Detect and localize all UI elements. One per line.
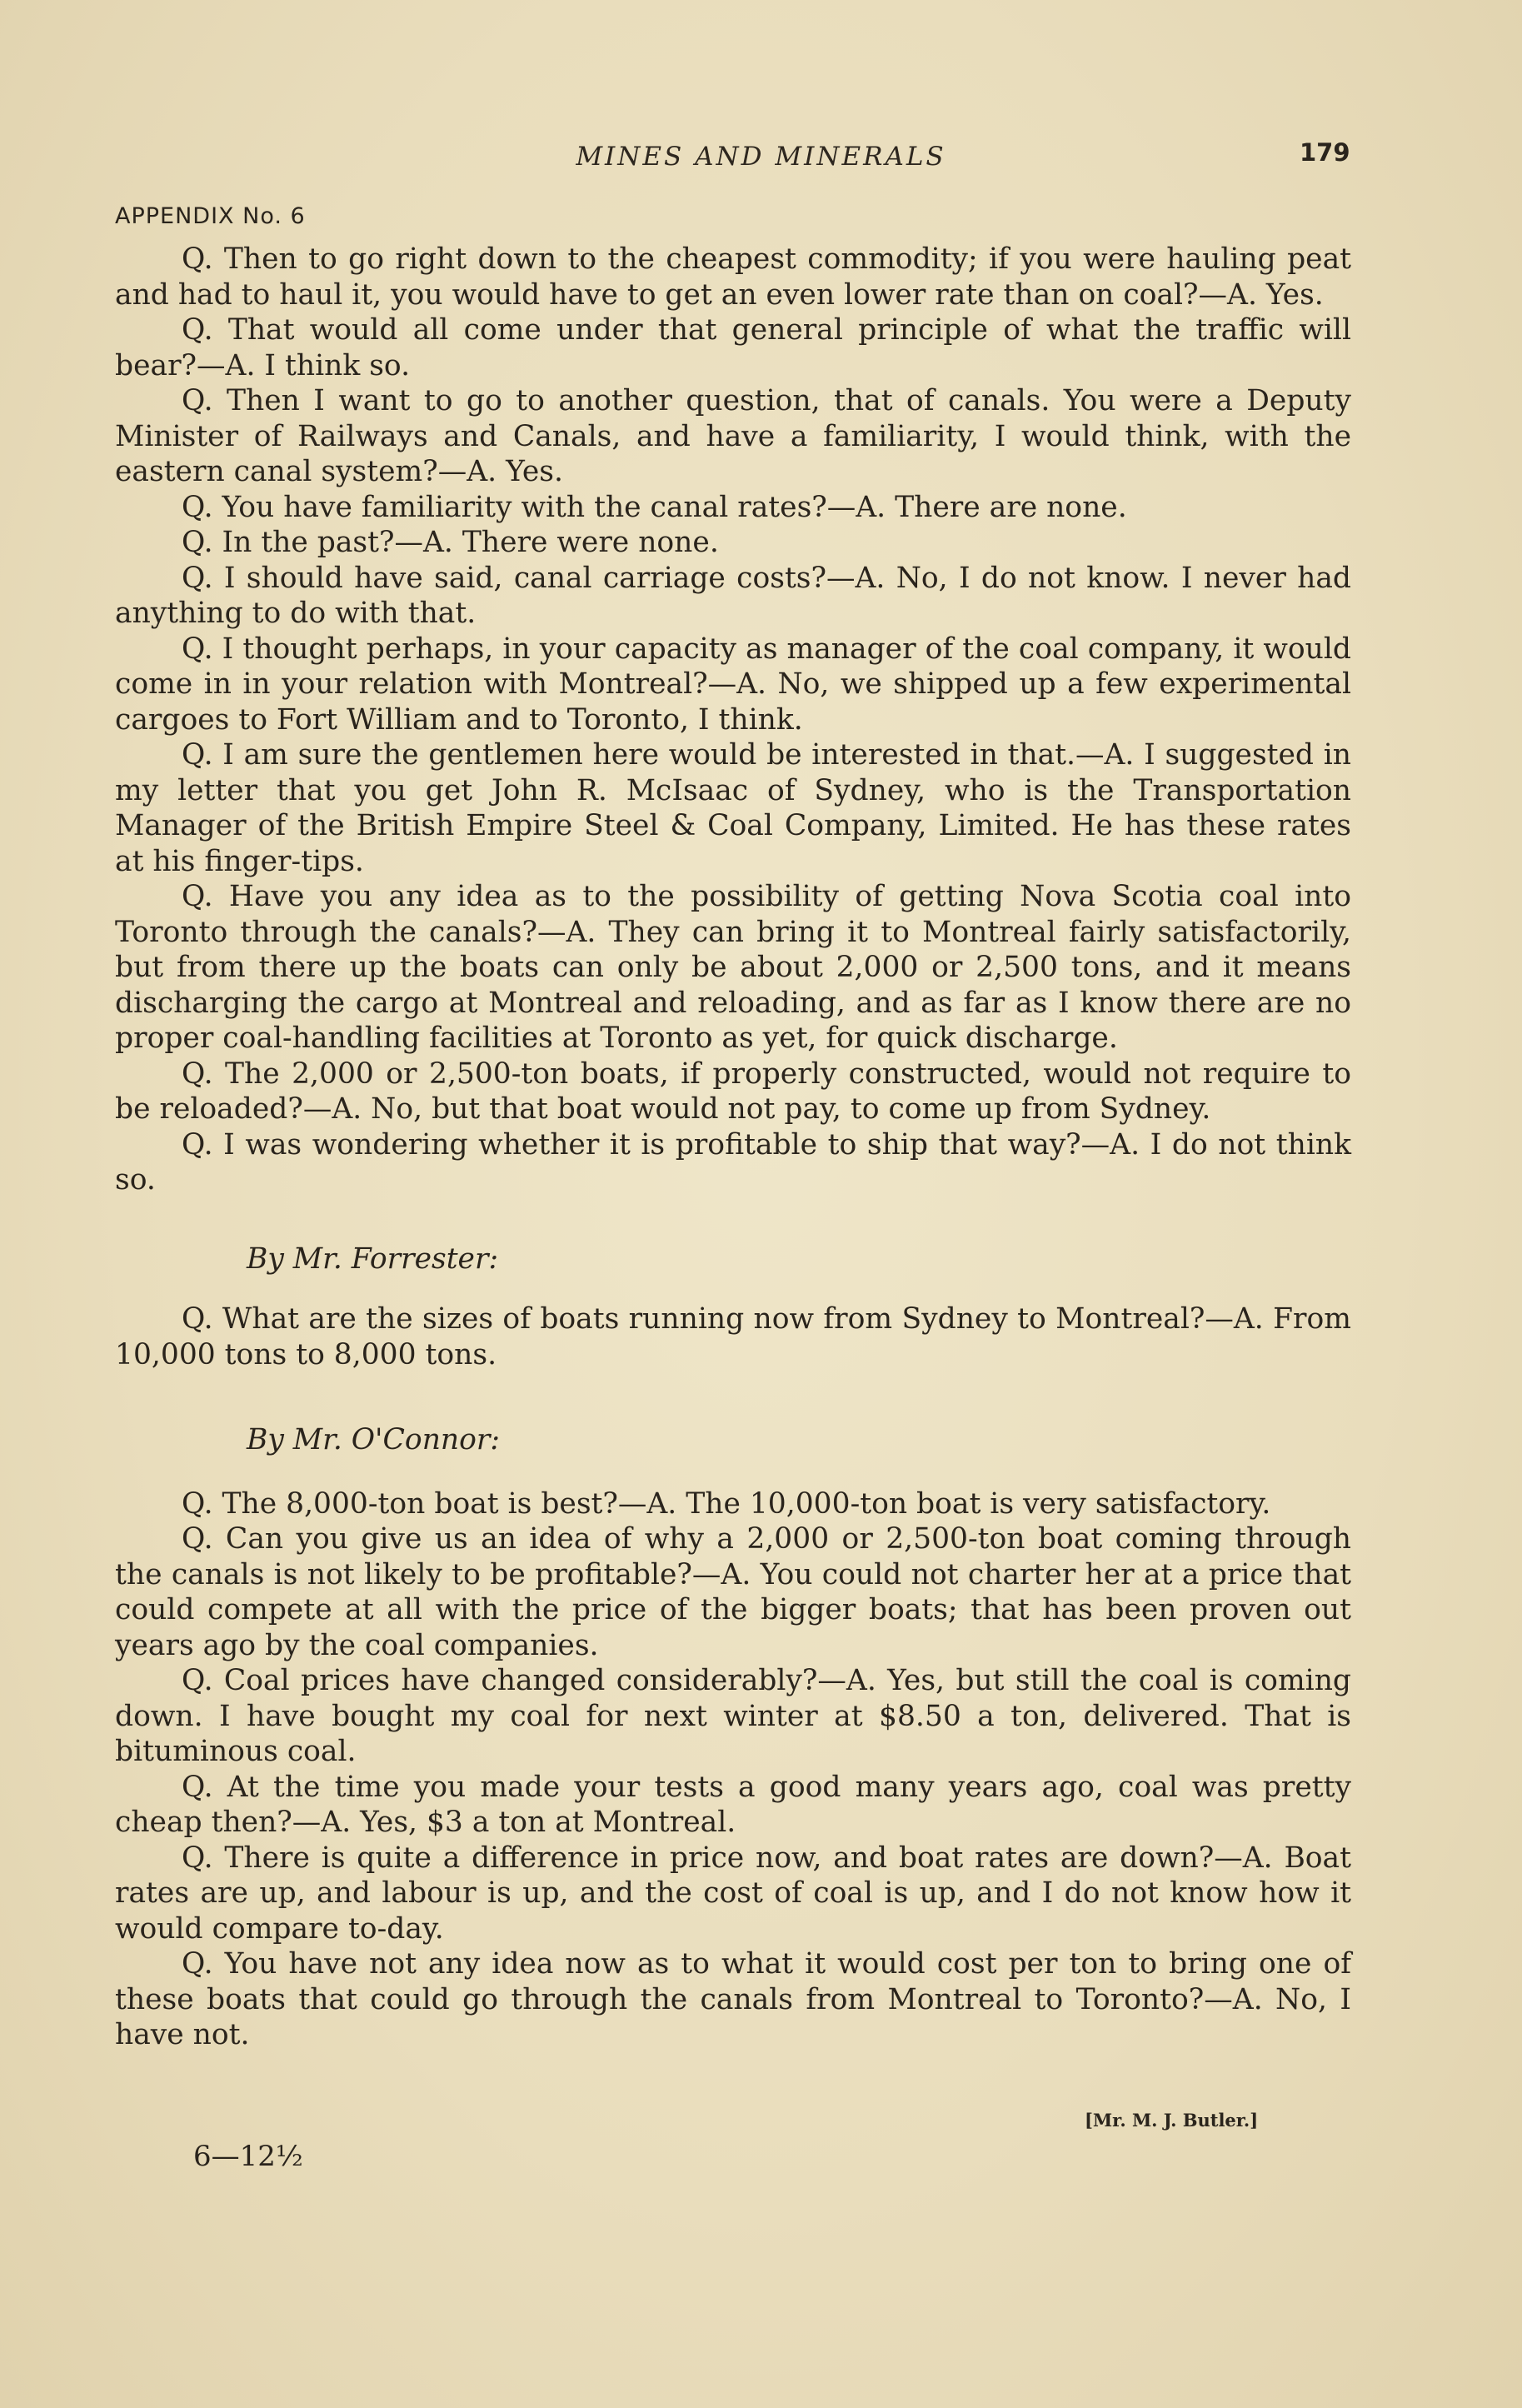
testimony-body: [115, 242, 1351, 2053]
paragraph: Q. You have not any idea now as to what it would cost per ton to bring one of these boats that could go through the canals from Montreal to Toronto?—A. No, I have not.: [115, 1947, 1351, 2051]
paragraph: Q. I thought perhaps, in your capacity as manager of the coal company, it would come in in your relation with Montreal?—A. No, we shipped up a few experimental cargoes to Fort William and to Toronto, I think.: [115, 632, 1351, 737]
signature-mark: 6—12½: [193, 2140, 303, 2173]
paragraph: Q. At the time you made your tests a good many years ago, coal was pretty cheap then?—A. Yes, $3 a ton at Montreal.: [115, 1770, 1351, 1839]
paragraph: Q. There is quite a difference in price now, and boat rates are down?—A. Boat rates are up, and labour is up, and the cost of coal is up, and I do not know how it would compare to-day.: [115, 1841, 1351, 1946]
page-number: 179: [1300, 138, 1350, 167]
paragraph: Q. Then to go right down to the cheapest commodity; if you were hauling peat and had to haul it, you would have to get an even lower rate than on coal?—A. Yes.: [115, 242, 1351, 312]
paragraph: Q. Coal prices have changed considerably?—A. Yes, but still the coal is coming down. I have bought my coal for next winter at $8.50 a ton, delivered. That is bituminous coal.: [115, 1664, 1351, 1768]
speaker-attribution: [Mr. M. J. Butler.]: [1085, 2110, 1259, 2131]
paragraph: Q. The 2,000 or 2,500-ton boats, if properly constructed, would not require to be reloaded?—A. No, but that boat would not pay, to come up from Sydney.: [115, 1057, 1351, 1126]
paragraph: Q. The 8,000-ton boat is best?—A. The 10,000-ton boat is very satisfactory.: [182, 1486, 1271, 1521]
paragraph: Q. I should have said, canal carriage costs?—A. No, I do not know. I never had anything to do with that.: [115, 561, 1351, 630]
paragraph: Q. I am sure the gentlemen here would be interested in that.—A. I suggested in my letter that you get John R. McIsaac of Sydney, who is the Transportation Manager of the British Empire Steel & Coal Company, Limited. He has these rates at his finger-tips.: [115, 738, 1351, 878]
paragraph: Q. You have familiarity with the canal rates?—A. There are none.: [182, 490, 1127, 524]
speaker-heading: By Mr. Forrester:: [247, 1241, 499, 1276]
paragraph: Q. In the past?—A. There were none.: [182, 526, 719, 559]
speaker-heading: By Mr. O'Connor:: [247, 1423, 501, 1456]
appendix-label: APPENDIX No. 6: [115, 203, 306, 229]
running-head: MINES AND MINERALS: [576, 142, 946, 172]
paragraph: Q. Then I want to go to another question, that of canals. You were a Deputy Minister of Railways and Canals, and have a familiarity, I would think, with the eastern canal system?—A. Yes.: [115, 384, 1351, 488]
paragraph: Q. Have you any idea as to the possibility of getting Nova Scotia coal into Toronto through the canals?—A. They can bring it to Montreal fairly satisfactorily, but from there up the boats can only be about 2,000 or 2,500 tons, and it means discharging the cargo at Montreal and reloading, and as far as I know there are no proper coal-handling facilities at Toronto as yet, for quick discharge.: [115, 880, 1351, 1055]
paragraph: Q. Can you give us an idea of why a 2,000 or 2,500-ton boat coming through the canals is not likely to be profitable?—A. You could not charter her at a price that could compete at all with the price of the bigger boats; that has been proven out years ago by the coal companies.: [115, 1522, 1351, 1662]
paragraph: Q. I was wondering whether it is profitable to ship that way?—A. I do not think so.: [115, 1127, 1351, 1197]
paragraph: Q. That would all come under that general principle of what the traffic will bear?—A. I think so.: [115, 313, 1351, 382]
paragraph: Q. What are the sizes of boats running now from Sydney to Montreal?—A. From 10,000 tons to 8,000 tons.: [115, 1302, 1351, 1371]
